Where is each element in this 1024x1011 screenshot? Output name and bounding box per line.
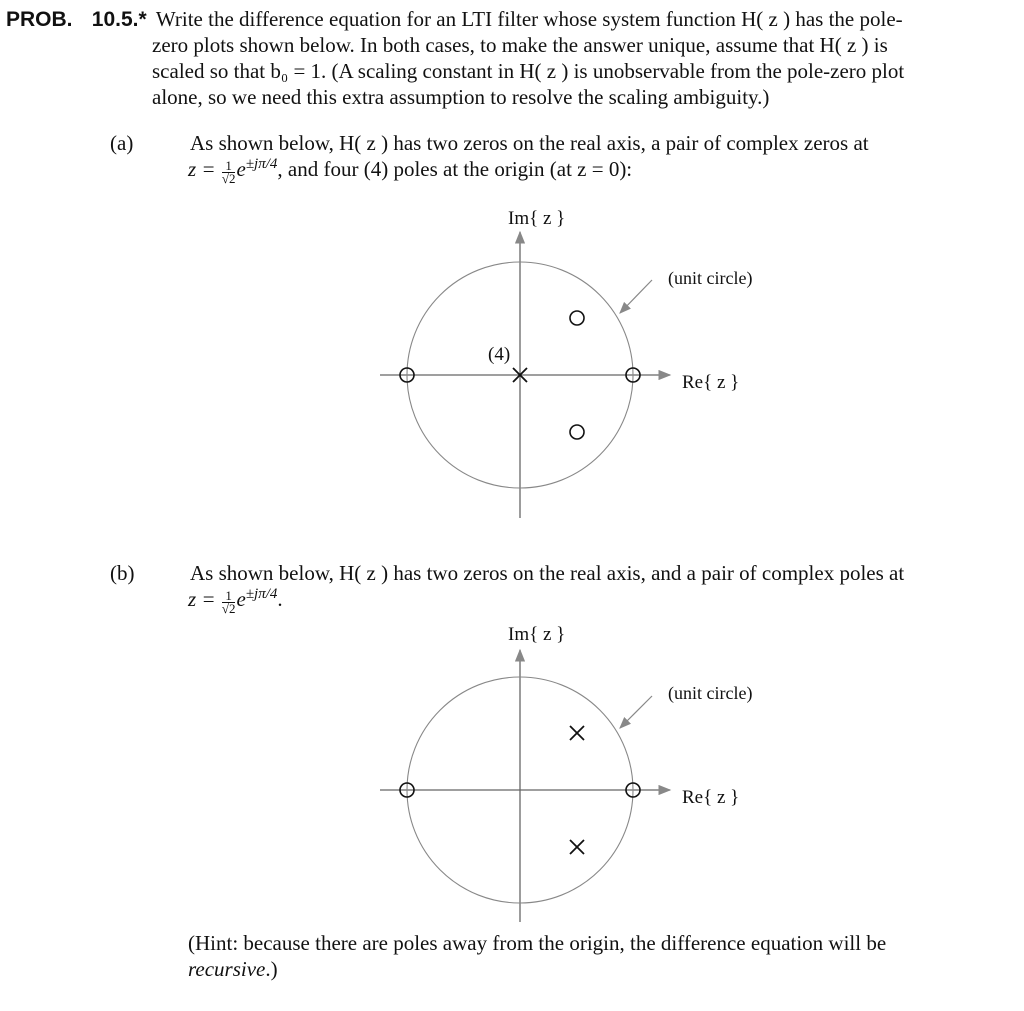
im-axis-label: Im{ z } xyxy=(508,624,566,645)
part-b-line-2 xyxy=(188,586,283,615)
pole-zero-plot-a xyxy=(370,200,770,520)
re-axis-label: Re{ z } xyxy=(682,372,740,393)
part-b-line-1: As shown below, H( z ) has two zeros on the real axis, and a pair of complex poles at xyxy=(190,561,905,585)
problem-label: PROB. xyxy=(6,8,73,31)
problem-header xyxy=(6,6,903,33)
pole-multiplicity-label: (4) xyxy=(488,344,511,365)
pole-marker xyxy=(570,726,584,740)
exp-base: e xyxy=(236,587,246,611)
hint-line-2-end: .) xyxy=(265,957,278,981)
zero-marker xyxy=(570,425,584,439)
intro-line-3: scaled so that b₀ = 1. (A scaling constant in H( z ) is unobservable from the pole-zero plot xyxy=(152,59,905,83)
fraction-denominator: √2 xyxy=(221,600,236,616)
part-b-label: (b) xyxy=(110,561,135,585)
part-a-line-2-rest: , and four (4) poles at the origin (at z = 0): xyxy=(277,157,633,181)
fraction xyxy=(221,587,236,616)
unit-circle-label: (unit circle) xyxy=(668,268,753,288)
zero-marker xyxy=(570,311,584,325)
unit-circle-pointer-arrow xyxy=(620,696,652,728)
z-equals: z = xyxy=(188,157,216,181)
unit-circle-pointer-arrow xyxy=(620,280,652,313)
problem-number: 10.5.* xyxy=(91,8,147,31)
im-axis-label: Im{ z } xyxy=(508,208,566,229)
intro-line-1: Write the difference equation for an LTI filter whose system function H( z ) has the pole- xyxy=(155,7,903,31)
part-a-line-1: As shown below, H( z ) has two zeros on the real axis, a pair of complex zeros at xyxy=(190,131,869,155)
hint-emphasis-word: recursive xyxy=(188,957,266,981)
fraction-numerator: 1 xyxy=(222,160,236,173)
fraction-denominator: √2 xyxy=(221,170,236,186)
part-a-line-2 xyxy=(188,156,632,185)
hint-line-2 xyxy=(188,956,278,982)
z-equals: z = xyxy=(188,587,216,611)
intro-line-2: zero plots shown below. In both cases, to make the answer unique, assume that H( z ) is xyxy=(152,33,888,57)
pole-zero-plot-b xyxy=(370,614,770,924)
exponent: ±jπ/4 xyxy=(245,586,278,602)
exp-base: e xyxy=(236,157,246,181)
re-axis-label: Re{ z } xyxy=(682,787,740,808)
fraction xyxy=(221,157,236,186)
part-a-label: (a) xyxy=(110,131,134,155)
fraction-numerator: 1 xyxy=(222,590,236,603)
unit-circle-label: (unit circle) xyxy=(668,683,753,703)
part-b-line-2-rest: . xyxy=(277,587,283,611)
exponent: ±jπ/4 xyxy=(245,156,278,172)
pole-marker xyxy=(570,840,584,854)
hint-line-1: (Hint: because there are poles away from the origin, the difference equation will be xyxy=(188,931,887,955)
intro-line-4: alone, so we need this extra assumption to resolve the scaling ambiguity.) xyxy=(152,85,770,109)
